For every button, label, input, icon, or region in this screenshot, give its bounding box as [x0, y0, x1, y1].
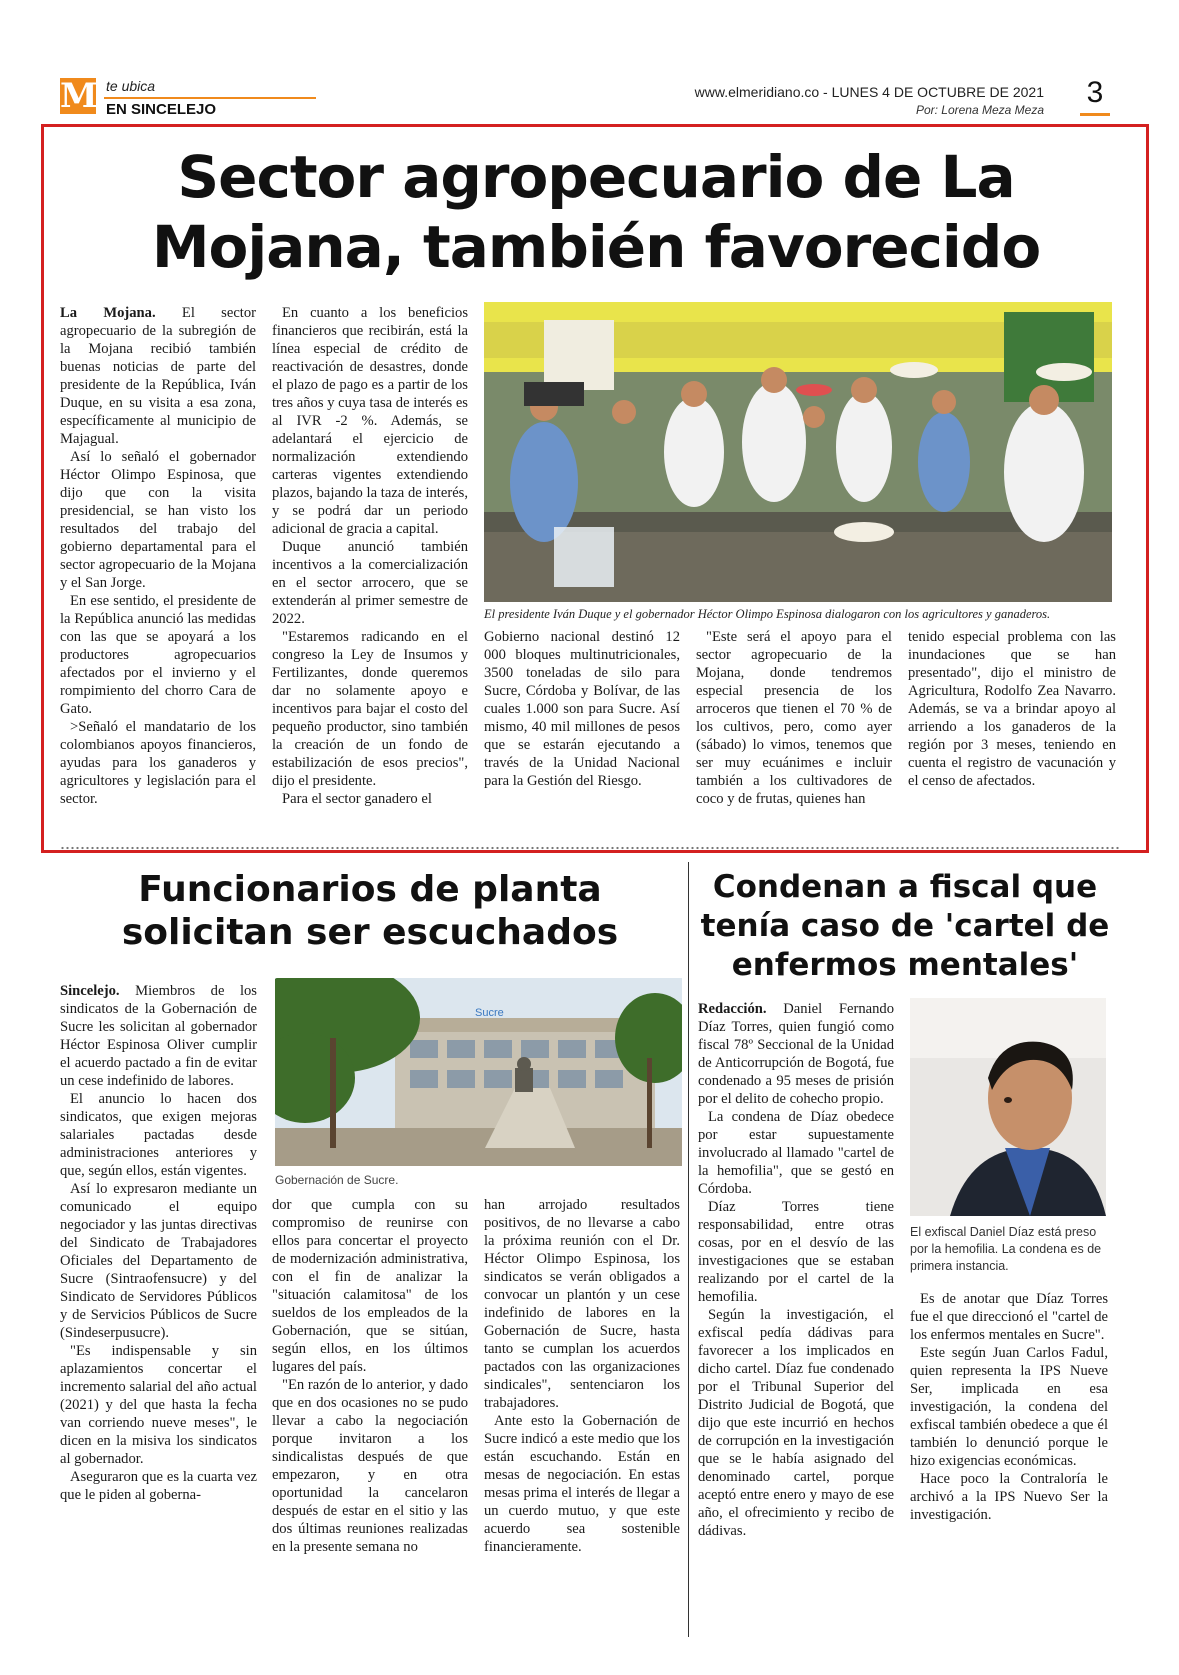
article3-column-2 — [910, 1290, 1108, 1524]
article3-headline: Condenan a fiscal que tenía caso de 'cartel de enfermos mentales' — [700, 869, 1110, 983]
article1-col2-p3: "Estaremos radicando en el congreso la Ley de Insumos y Fertilizantes, donde queremos dar no solamente apoyo e incentivos para bajar el costo del pequeño productor, sino también la creación de un fondo de estabilización de esos precios", dijo el presidente. — [272, 629, 468, 789]
article1-col1-p4: >Señaló el mandatario de los colombianos apoyos financieros, ayudas para los ganaderos y agricultores y legislación para el sector. — [60, 719, 256, 807]
article2-col1-p4: "Es indispensable y sin aplazamientos concertar el incremento salarial del año actual (2021) y del que hasta la fecha van corriendo nueve meses", le dicen en la misiva los sindicatos al gobernador. — [60, 1343, 257, 1467]
article2-column-1 — [60, 982, 257, 1504]
article2-col1-p1: Miembros de los sindicatos de la Gobernación de Sucre les solicitan al gobernador Héctor Espinosa Oliver cumplir el acuerdo pactado a fin de evitar un cese indefinido de labores. — [60, 983, 257, 1089]
portrait-photo-icon — [910, 998, 1106, 1216]
article3-col2-p3: Hace poco la Contraloría le archivó a la IPS Nuevo Ser la investigación. — [910, 1471, 1108, 1523]
article1-col2-p4: Para el sector ganadero el — [282, 791, 432, 807]
article2-col1-p2: El anuncio lo hacen dos sindicatos, que exigen mejoras salariales pactadas desde administraciones anteriores y que, según ellos, están vigentes. — [60, 1091, 257, 1179]
article2-col3-p1: han arrojado resultados positivos, de no llevarse a cabo la próxima reunión con el Dr. Héctor Olimpo Espinosa, los sindicatos se verán obligados a convocar un plantón y un cese indefinido de labores en la Gobernación de Sucre, hasta tanto se cumplan los acuerdos pactados con las organizaciones sindicales", sentenciaron los trabajadores. — [484, 1197, 680, 1411]
section-tagline-bottom: EN SINCELEJO — [106, 101, 217, 118]
article2-col3-p2: Ante esto la Gobernación de Sucre indicó a este medio que los están escuchando. Están en mesas de negociación. En estas mesas prima el interés de llegar a un cuerdo mutuo, y que este acuerdo sea sostenible financieramente. — [484, 1413, 680, 1555]
column-separator — [688, 862, 689, 1637]
article1-column-3 — [484, 628, 680, 790]
article1-col1-p3: En ese sentido, el presidente de la República anunció las medidas con las que se apoyará a los productores agropecuarios afectados por el invierno y el rompimiento del chorro Cara de Gato. — [60, 593, 256, 717]
article3-photo-caption: El exfiscal Daniel Díaz está preso por la hemofilia. La condena es de primera instancia. — [910, 1225, 1102, 1273]
building-sign: Sucre — [475, 1007, 504, 1019]
article3-col2-p2: Este según Juan Carlos Fadul, quien representa la IPS Nueve Ser, implicada en esa investigación, la condena del exfiscal también obedece a que él también lo denunció porque le hizo exigencias económicas. — [910, 1345, 1108, 1469]
header-divider — [104, 97, 316, 99]
page-number: 3 — [1086, 76, 1104, 109]
crowd-photo-icon — [484, 302, 1112, 602]
article2-column-2 — [272, 1196, 468, 1556]
article2-col2-p1: dor que cumpla con su compromiso de reunirse con ellos para concertar el proyecto de modernización administrativa, con el fin de analizar la "situación calamitosa" de los sueldos de los empleados de la Gobernación, que se sitúan, según ellos, en los últimos lugares del país. — [272, 1197, 468, 1375]
article3-col1-p1: Daniel Fernando Díaz Torres, quien fungió como fiscal 78º Seccional de la Unidad de Anticorrupción de Bogotá, fue condenado a 95 meses de prisión por el delito de cohecho propio. — [698, 1001, 894, 1107]
header-date-line: www.elmeridiano.co - LUNES 4 DE OCTUBRE DE 2021 — [694, 84, 1044, 100]
section-divider-dotted — [60, 846, 1120, 850]
article2-column-3 — [484, 1196, 680, 1556]
newspaper-logo-icon: M — [60, 76, 98, 116]
article2-col1-p3: Así lo expresaron mediante un comunicado el equipo negociador y las juntas directivas del Sindicato de Trabajadores Oficiales del Departamento de Sucre (Sintraofensucre) y del Sindicato de Servidores Públicos y de Servicios Públicos de Sucre (Sindeserpusucre). — [60, 1181, 257, 1341]
article1-col2-p2: Duque anunció también incentivos a la comercialización en el sector arrocero, que se extenderán al primer semestre de 2022. — [272, 539, 468, 627]
article1-col2-p1: En cuanto a los beneficios financieros que recibirán, está la línea especial de crédito de reactivación de desastres, donde el plazo de pago es a partir de los tres años y cuya tasa de interés es al IVR -2 %. Además, se adelantará el ejercicio de normalización extendiendo carteras vigentes extendiendo plazos, bajando la taza de interés, y se podrá dar un periodo adicional de gracia a capital. — [272, 305, 468, 537]
article1-dateline: La Mojana. — [60, 305, 156, 321]
article3-col1-p3: Díaz Torres tiene responsabilidad, entre otras cosas, por en el desvío de las investigaciones que se estaban realizando por el cartel de la hemofilia. — [698, 1199, 894, 1305]
article1-column-5 — [908, 628, 1116, 790]
header-author: Por: Lorena Meza Meza — [915, 103, 1044, 117]
section-tagline-top: te ubica — [106, 78, 156, 94]
article3-photo — [910, 998, 1106, 1216]
article2-photo — [275, 978, 682, 1166]
article1-col4-text: "Este será el apoyo para el sector agropecuario de la Mojana, donde tendremos especial presencia de los arroceros que tienen el 70 % de los cultivos, pero, como ayer (sábado) lo vimos, tenemos que ser muy ecuánimes e incluir también a los cultivadores de coco y de frutas, quienes han — [696, 629, 892, 807]
article3-dateline: Redacción. — [698, 1001, 767, 1017]
article1-photo — [484, 302, 1112, 602]
article1-photo-caption: El presidente Iván Duque y el gobernador Héctor Olimpo Espinosa dialogaron con los agricultores y ganaderos. — [484, 607, 1051, 621]
article1-col1-p1: El sector agropecuario de la subregión de la Mojana recibió también buenas noticias de parte del presidente de la República, Iván Duque, en su visita a esa zona, específicamente al municipio de Majagual. — [60, 305, 257, 447]
article1-col5-text: tenido especial problema con las inundaciones que se han presentado", dijo el ministro de Agricultura, Rodolfo Zea Navarro. Además, se va a brindar apoyo al arriendo a los ganaderos de la región por 3 meses, teniendo en cuenta el registro de vacunación y el censo de afectados. — [908, 629, 1116, 789]
article3-column-1 — [698, 1000, 894, 1540]
article1-col3-text: Gobierno nacional destinó 12 000 bloques multinutricionales, 3500 toneladas de silo para Sucre, Córdoba y Bolívar, de las cuales 1.000 son para Sucre. Así mismo, 40 mil millones de pesos que se estarán ejecutando a través de la Unidad Nacional para la Gestión del Riesgo. — [484, 629, 680, 789]
article1-column-1 — [60, 304, 256, 808]
article1-column-4 — [696, 628, 892, 808]
article1-column-2 — [272, 304, 468, 808]
article3-col2-p1: Es de anotar que Díaz Torres fue el que direccionó el "cartel de los enfermos mentales en Sucre". — [910, 1291, 1108, 1343]
article2-dateline: Sincelejo. — [60, 983, 120, 999]
article2-col2-p2: "En razón de lo anterior, y dado que en dos ocasiones no se pudo llevar a cabo la negociación porque invitaron a los sindicalistas después de que empezaron, y en otra oportunidad la cancelaron después de estar en el sitio y las dos últimas reuniones realizadas en la presente semana no — [272, 1377, 468, 1555]
article1-headline: Sector agropecuario de La Mojana, también favorecido — [151, 143, 1041, 281]
page-number-rule — [1080, 113, 1110, 116]
building-photo-icon — [275, 978, 682, 1166]
article3-col1-p4: Según la investigación, el exfiscal pedía dádivas para favorecer a los implicados en dicho cartel. Díaz fue condenado por el Tribunal Superior del Distrito Judicial de Bogotá, que dijo que este incurrió en hechos de corrupción en la investigación que se le había asignado del denominado cartel, porque aceptó entre enero y mayo de ese año, el ofrecimiento y recibo de dádivas. — [698, 1307, 894, 1539]
article3-col1-p2: La condena de Díaz obedece por estar supuestamente involucrado al llamado "cartel de la hemofilia", que se gestó en Córdoba. — [698, 1109, 894, 1197]
article1-col1-p2: Así lo señaló el gobernador Héctor Olimpo Espinosa, que dijo que con la visita presidencial, se han visto los resultados del trabajo del gobierno departamental para el sector agropecuario de la Mojana y el San Jorge. — [60, 449, 256, 591]
article2-col1-p5: Aseguraron que es la cuarta vez que le piden al goberna- — [60, 1469, 257, 1503]
article2-headline: Funcionarios de planta solicitan ser escuchados — [121, 869, 619, 953]
article2-photo-caption: Gobernación de Sucre. — [275, 1173, 399, 1187]
